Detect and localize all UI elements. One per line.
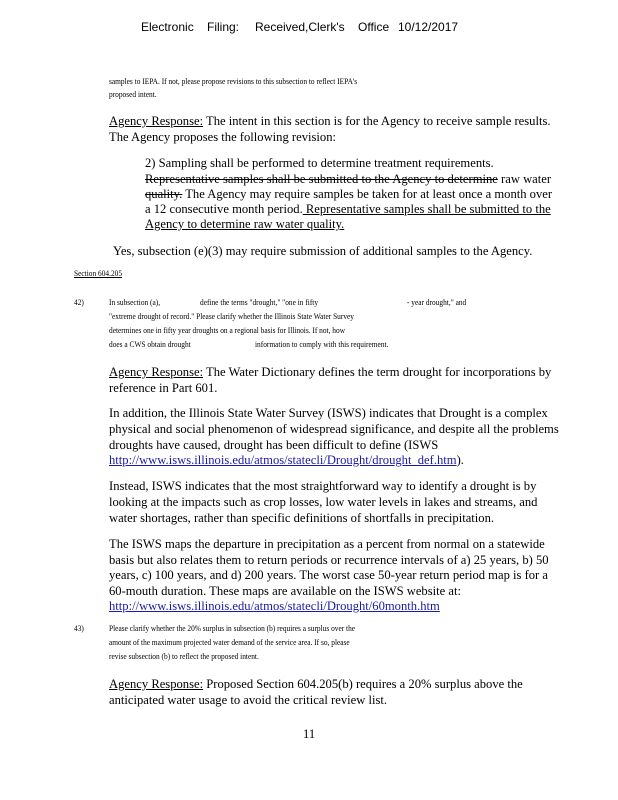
paragraph-line: [109, 452, 464, 468]
revision-line: 2) Sampling shall be performed to determine treatment requirements.: [145, 156, 494, 170]
paragraph-line: basis but also relates them to return periods or recurrence intervals of a) 25 years, b) 50: [109, 553, 549, 567]
paragraph-line: [109, 598, 440, 614]
revision-text: raw water: [497, 172, 552, 186]
question-line: determines one in fifty year droughts on a regional basis for Illinois. If not, how: [109, 325, 346, 335]
revision-line: [145, 201, 551, 217]
agency-response-label: Agency Response:: [109, 365, 204, 379]
revision-line: [145, 186, 552, 202]
yes-subsection-line: Yes, subsection (e)(3) may require submission of additional samples to the Agency.: [113, 244, 533, 258]
revision-text: The Agency may require samples be taken for at least once a month over: [182, 187, 553, 201]
response-line: [109, 676, 523, 692]
revision-line: [145, 171, 551, 187]
underlined-text: Agency to determine raw water quality.: [145, 217, 345, 231]
paragraph-line: years, c) 100 years, and d) 200 years. The worst case 50-year return period map is for a: [109, 568, 548, 582]
question-line: "extreme drought of record." Please clarify whether the Illinois State Water Survey: [109, 311, 355, 321]
response-text: The intent in this section is for the Agency to receive sample results.: [203, 114, 551, 128]
paragraph-line: physical and social phenomenon of widespread significance, and despite all the problems: [109, 422, 559, 436]
paragraph-line: In addition, the Illinois State Water Survey (ISWS) indicates that Drought is a complex: [109, 406, 548, 420]
comment-line: proposed intent.: [109, 89, 157, 99]
revision-text: a 12 consecutive month period.: [145, 202, 303, 216]
question-number: 43): [74, 623, 84, 633]
underlined-text: Representative samples shall be submitted to the: [302, 202, 551, 216]
question-line: information to comply with this requirement.: [255, 339, 389, 349]
agency-response-label: Agency Response:: [109, 114, 204, 128]
paragraph-line: water shortages, rather than specific definitions of shortfalls in precipitation.: [109, 511, 495, 525]
question-line: - year drought," and: [407, 297, 467, 307]
comment-line: samples to IEPA. If not, please propose revisions to this subsection to reflect IEPA's: [109, 76, 358, 86]
paragraph-line: The ISWS maps the departure in precipitation as a percent from normal on a statewide: [109, 537, 545, 551]
section-heading: Section 604.205: [74, 268, 123, 278]
question-line: amount of the maximum projected water demand of the service area. If so, please: [109, 637, 350, 647]
question-line: In subsection (a),: [109, 297, 161, 307]
question-line: does a CWS obtain drought: [109, 339, 191, 349]
question-number: 42): [74, 297, 84, 307]
paragraph-line: looking at the impacts such as crop losses, low water levels in lakes and streams, and: [109, 495, 538, 509]
page-number: 11: [303, 727, 316, 741]
response-line: The Agency proposes the following revision:: [109, 130, 336, 144]
response-text: Proposed Section 604.205(b) requires a 20% surplus above the: [203, 677, 523, 691]
question-line: revise subsection (b) to reflect the proposed intent.: [109, 651, 259, 661]
isws-drought-def-link[interactable]: http://www.isws.illinois.edu/atmos/statecli/Drought/drought_def.htm: [109, 453, 457, 467]
header-date: 10/12/2017: [398, 20, 459, 34]
response-line: reference in Part 601.: [109, 381, 218, 395]
agency-response-label: Agency Response:: [109, 677, 204, 691]
struck-text: Representative samples shall be submitted to the Agency to determine: [145, 172, 498, 186]
isws-60month-link[interactable]: http://www.isws.illinois.edu/atmos/statecli/Drought/60month.htm: [109, 599, 440, 613]
response-line: [109, 364, 551, 380]
struck-text: quality.: [145, 187, 183, 201]
header-office: Office: [358, 20, 390, 34]
header-filing: Filing:: [207, 20, 240, 34]
question-line: define the terms "drought," "one in fifty: [200, 297, 319, 307]
paragraph-line: Instead, ISWS indicates that the most straightforward way to identify a drought is by: [109, 479, 537, 493]
paragraph-line: 60-mouth duration. These maps are available on the ISWS website at:: [109, 584, 461, 598]
link-tail: ).: [456, 453, 464, 467]
header-received: Received,Clerk's: [255, 20, 345, 34]
response-line: anticipated water usage to avoid the critical review list.: [109, 693, 388, 707]
question-line: Please clarify whether the 20% surplus in subsection (b) requires a surplus over the: [109, 623, 356, 633]
response-line: [109, 113, 551, 129]
response-text: The Water Dictionary defines the term drought for incorporations by: [203, 365, 552, 379]
revision-line: [145, 216, 344, 232]
header-electronic: Electronic: [141, 20, 194, 34]
paragraph-line: droughts have caused, drought has been difficult to define (ISWS: [109, 438, 439, 452]
